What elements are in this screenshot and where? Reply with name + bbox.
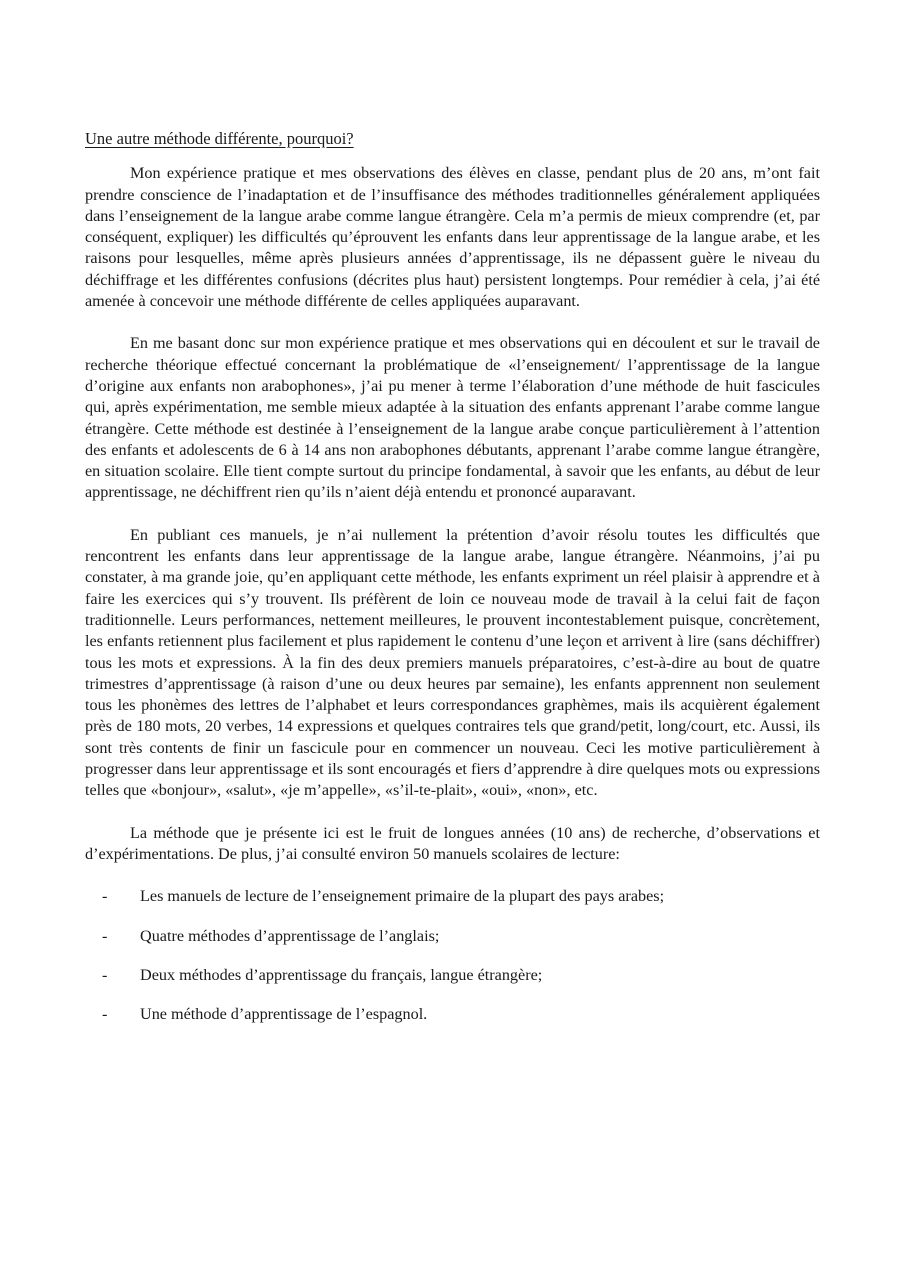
bullet-marker: - <box>102 887 108 906</box>
list-item <box>85 1004 820 1025</box>
list-item-text: Quatre méthodes d’apprentissage de l’anglais; <box>140 926 440 945</box>
document-page <box>85 128 820 1043</box>
list-item-text: Une méthode d’apprentissage de l’espagnol. <box>140 1005 428 1024</box>
list-item-text: Les manuels de lecture de l’enseignement primaire de la plupart des pays arabes; <box>140 887 665 906</box>
bullet-marker: - <box>102 1005 108 1024</box>
bullet-marker: - <box>102 926 108 945</box>
paragraph: En me basant donc sur mon expérience pratique et mes observations qui en découlent et sur le travail de recherche théorique effectué concernant la problématique de «l’enseignement/ l’apprentissage de la langue d’origine aux enfants non arabophones», j’ai pu mener à terme l’élaboration d’une méthode de huit fascicules qui, après expérimentation, me semble mieux adaptée à la situation des enfants apprenant l’arabe comme langue étrangère. Cette méthode est destinée à l’enseignement de la langue arabe conçue particulièrement à l’attention des enfants et adolescents de 6 à 14 ans non arabophones débutants, apprenant l’arabe comme langue étrangère, en situation scolaire. Elle tient compte surtout du principe fondamental, à savoir que les enfants, au début de leur apprentissage, ne déchiffrent rien qu’ils n’aient déjà entendu et prononcé auparavant. <box>85 334 820 502</box>
list-item <box>85 965 820 986</box>
bullet-list <box>85 886 820 1025</box>
list-item-text: Deux méthodes d’apprentissage du français, langue étrangère; <box>140 965 543 984</box>
paragraph: Mon expérience pratique et mes observations des élèves en classe, pendant plus de 20 ans, m’ont fait prendre conscience de l’inadaptation et de l’insuffisance des méthodes traditionnelles généralement appliquées dans l’enseignement de la langue arabe comme langue étrangère. Cela m’a permis de mieux comprendre (et, par conséquent, expliquer) les difficultés qu’éprouvent les enfants dans leur apprentissage de la langue arabe, et les raisons pour lesquelles, même après plusieurs années d’apprentissage, ils ne dépassent guère le niveau du déchiffrage et les différentes confusions (décrites plus haut) persistent longtemps. Pour remédier à cela, j’ai été amenée à concevoir une méthode différente de celles appliquées auparavant. <box>85 164 820 311</box>
paragraph: En publiant ces manuels, je n’ai nullement la prétention d’avoir résolu toutes les difficultés que rencontrent les enfants dans leur apprentissage de la langue arabe, langue étrangère. Néanmoins, j’ai pu constater, à ma grande joie, qu’en appliquant cette méthode, les enfants expriment un réel plaisir à apprendre et à faire les exercices qui s’y trouvent. Ils préfèrent de loin ce nouveau mode de travail à la celui fait de façon traditionnelle. Leurs performances, nettement meilleures, le prouvent incontestablement puisque, concrètement, les enfants retiennent plus facilement et plus rapidement le contenu d’une leçon et arrivent à lire (sans déchiffrer) tous les mots et expressions. À la fin des deux premiers manuels préparatoires, c’est-à-dire au bout de quatre trimestres d’apprentissage (à raison d’une ou deux heures par semaine), les enfants apprennent non seulement tous les phonèmes des lettres de l’alphabet et leurs correspondances graphèmes, mais ils acquièrent également près de 180 mots, 20 verbes, 14 expressions et quelques contraires tels que grand/petit, long/court, etc. Aussi, ils sont très contents de finir un fascicule pour en commencer un nouveau. Ceci les motive particulièrement à progresser dans leur apprentissage et ils sont encouragés et fiers d’apprendre à dire quelques mots ou expressions telles que «bonjour», «salut», «je m’appelle», «s’il-te-plait», «oui», «non», etc. <box>85 525 820 800</box>
list-item <box>85 926 820 947</box>
list-item <box>85 886 820 907</box>
section-heading: Une autre méthode différente, pourquoi? <box>85 129 354 148</box>
bullet-marker: - <box>102 965 108 984</box>
paragraph: La méthode que je présente ici est le fruit de longues années (10 ans) de recherche, d’observations et d’expérimentations. De plus, j’ai consulté environ 50 manuels scolaires de lecture: <box>85 823 820 863</box>
